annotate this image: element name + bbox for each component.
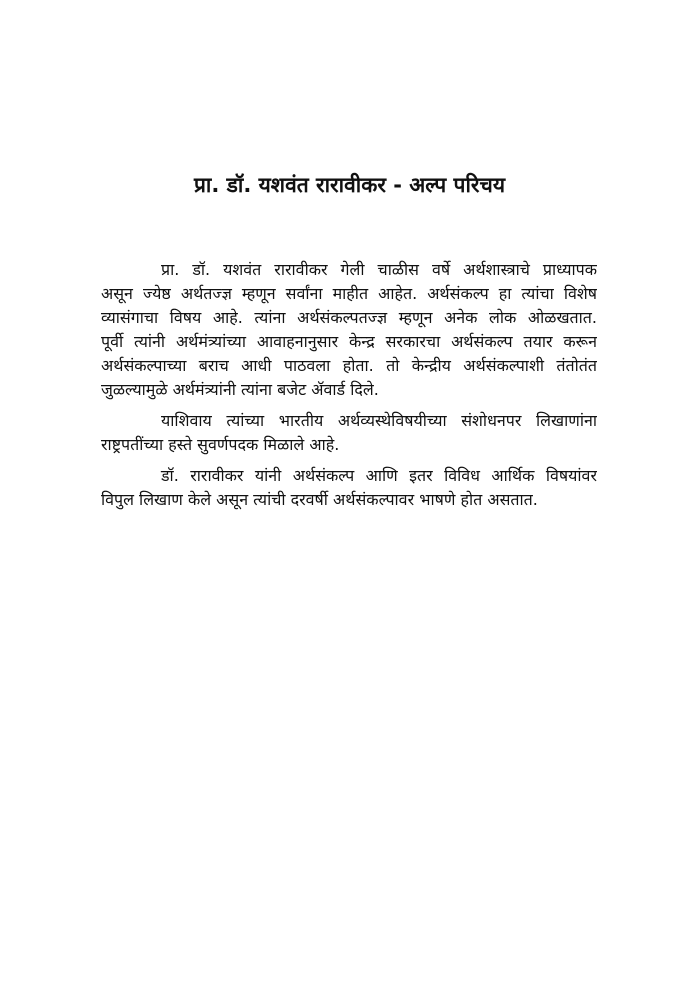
- text-line: जुळल्यामुळे अर्थमंत्र्यांनी त्यांना बजेट ॲवार्ड दिले.: [101, 380, 379, 399]
- paragraph-award: [101, 409, 597, 457]
- paragraph-intro: [101, 258, 597, 402]
- text-line: व्यासंगाचा विषय आहे. त्यांना अर्थसंकल्पतज्ज्ञ म्हणून अनेक लोक ओळखतात.: [101, 308, 597, 327]
- text-line: अर्थसंकल्पाच्या बराच आधी पाठवला होता. तो केन्द्रीय अर्थसंकल्पाशी तंतोतंत: [101, 356, 597, 375]
- text-line: पूर्वी त्यांनी अर्थमंत्र्यांच्या आवाहनानुसार केन्द्र सरकारचा अर्थसंकल्प तयार करून: [101, 332, 597, 351]
- text-line: प्रा. डॉ. यशवंत रारावीकर गेली चाळीस वर्षे अर्थशास्त्राचे प्राध्यापक: [161, 260, 597, 279]
- page-title: प्रा. डॉ. यशवंत रारावीकर - अल्प परिचय: [193, 173, 506, 197]
- text-line: याशिवाय त्यांच्या भारतीय अर्थव्यस्थेविषयीच्या संशोधनपर लिखाणांना: [161, 411, 597, 430]
- text-line: राष्ट्रपतींच्या हस्ते सुवर्णपदक मिळाले आहे.: [101, 435, 340, 454]
- text-line: असून ज्येष्ठ अर्थतज्ज्ञ म्हणून सर्वांना माहीत आहेत. अर्थसंकल्प हा त्यांचा विशेष: [101, 284, 597, 303]
- text-line: विपुल लिखाण केले असून त्यांची दरवर्षी अर्थसंकल्पावर भाषणे होत असतात.: [101, 490, 538, 509]
- document-body: [101, 258, 597, 519]
- paragraph-writing: [101, 464, 597, 512]
- text-line: डॉ. रारावीकर यांनी अर्थसंकल्प आणि इतर विविध आर्थिक विषयांवर: [161, 466, 597, 485]
